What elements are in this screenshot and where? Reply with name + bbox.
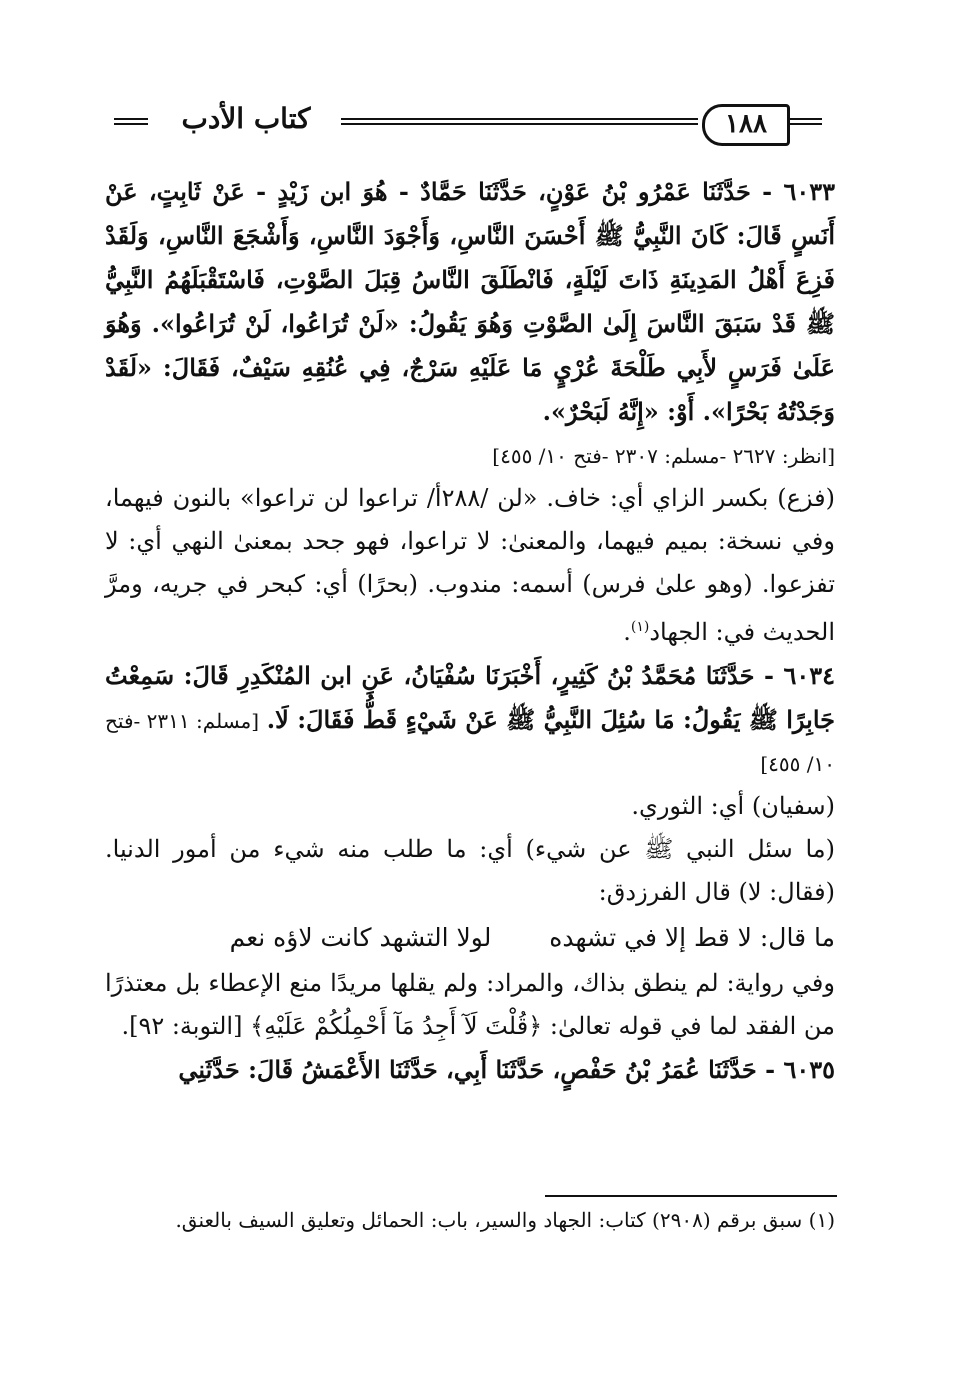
header-rule-center <box>341 118 698 125</box>
hadith-6034 <box>105 654 835 785</box>
hadith-text: ٦٠٣٣ - حَدَّثَنَا عَمْرُو بْنُ عَوْنٍ، حَدَّثَنَا حَمَّادٌ - هُوَ ابن زَيْدٍ - عَنْ ثَابِتٍ، عَنْ أَنَسٍ قَالَ: كَانَ النَّبِيُّ ﷺ أَحْسَنَ النَّاسِ، وَأَجْوَدَ النَّاسِ، وَأَشْجَعَ النَّاسِ، وَلَقَدْ فَزِعَ أَهْلُ المَدِينَةِ ذَاتَ لَيْلَةٍ، فَانْطَلَقَ النَّاسُ قِبَلَ الصَّوْتِ، فَاسْتَقْبَلَهُمُ النَّبِيُّ ﷺ قَدْ سَبَقَ النَّاسَ إِلَىٰ الصَّوْتِ وَهُوَ يَقُولُ: «لَنْ تُرَاعُوا، لَنْ تُرَاعُوا». وَهُوَ عَلَىٰ فَرَسٍ لأَبِي طَلْحَةَ عُرْيٍ مَا عَلَيْهِ سَرْجٌ، فِي عُنُقِهِ سَيْفٌ، فَقَالَ: «لَقَدْ وَجَدْتُهُ بَحْرًا». أَوْ: «إِنَّهُ لَبَحْرٌ». <box>105 177 835 426</box>
commentary-paragraph: وفي رواية: لم ينطق بذاك، والمراد: ولم يقلها مريدًا منع الإعطاء بل معتذرًا من الفقد لما في قوله تعالىٰ: ﴿قُلْتَ لَآ أَجِدُ مَآ أَحْمِلُكُمْ عَلَيْهِ﴾ [التوبة: ٩٢]. <box>105 969 835 1040</box>
commentary-paragraph: (ما سئل النبي ﷺ عن شيء) أي: ما طلب منه شيء من أمور الدنيا. (فقال: لا) قال الفرزدق: <box>105 835 835 906</box>
poem-hemistich-right: ما قال: لا قط إلا في تشهده <box>549 923 835 952</box>
footnote-divider <box>545 1195 837 1197</box>
page-number: ١٨٨ <box>702 104 790 146</box>
header-rule-right <box>788 118 822 125</box>
running-title: كتاب الأدب <box>181 102 311 135</box>
hadith-6035 <box>105 1048 835 1092</box>
footnote: (١) سبق برقم (٢٩٠٨) كتاب: الجهاد والسير، باب: الحمائل وتعليق السيف بالعنق. <box>175 1208 835 1232</box>
header-rule-left <box>114 118 148 125</box>
hadith-reference: [مسلم: ٢٣١١ -فتح ١٠/ ٤٥٥] <box>105 709 835 776</box>
running-header <box>100 104 822 146</box>
poem-hemistich-left: لولا التشهد كانت لاؤه نعم <box>229 923 492 952</box>
commentary-text: (فزع) بكسر الزاي أي: خاف. «لن /٢٨٨أ/ تراعوا لن تراعوا» بالنون فيهما، وفي نسخة: بميم فيهما، والمعنىٰ: لا تراعوا، فهو جحد بمعنىٰ النهي أي: لا تفزعوا. (وهو علىٰ فرس) أسمه: مندوب. (بحرًا) أي: كبحر في جريه، ومرَّ الحديث في: الجهاد <box>105 484 836 646</box>
page-body <box>105 170 835 1092</box>
commentary-end: . <box>623 618 631 646</box>
hadith-text: ٦٠٣٥ - حَدَّثَنَا عُمَرُ بْنُ حَفْصٍ، حَدَّثَنَا أَبِي، حَدَّثَنَا الأَعْمَشُ قَالَ: حَدَّثَنِي <box>178 1055 835 1084</box>
hadith-reference: [انظر: ٢٦٢٧ -مسلم: ٢٣٠٧ -فتح ١٠/ ٤٥٥] <box>492 444 835 468</box>
footnote-marker: (١) <box>630 619 650 635</box>
poem-verse <box>105 914 835 962</box>
hadith-text: ٦٠٣٤ - حَدَّثَنَا مُحَمَّدُ بْنُ كَثِيرٍ، أَخْبَرَنَا سُفْيَانُ، عَنِ ابن المُنْكَدِرِ قَالَ: سَمِعْتُ جَابِرًا ﷺ يَقُولُ: مَا سُئِلَ النَّبِيُّ ﷺ عَنْ شَيْءٍ قَطُّ فَقَالَ: لَا. <box>105 661 835 734</box>
hadith-6033 <box>105 170 835 477</box>
commentary-paragraph: (سفيان) أي: الثوري. <box>631 792 835 820</box>
commentary-paragraph <box>105 477 835 654</box>
